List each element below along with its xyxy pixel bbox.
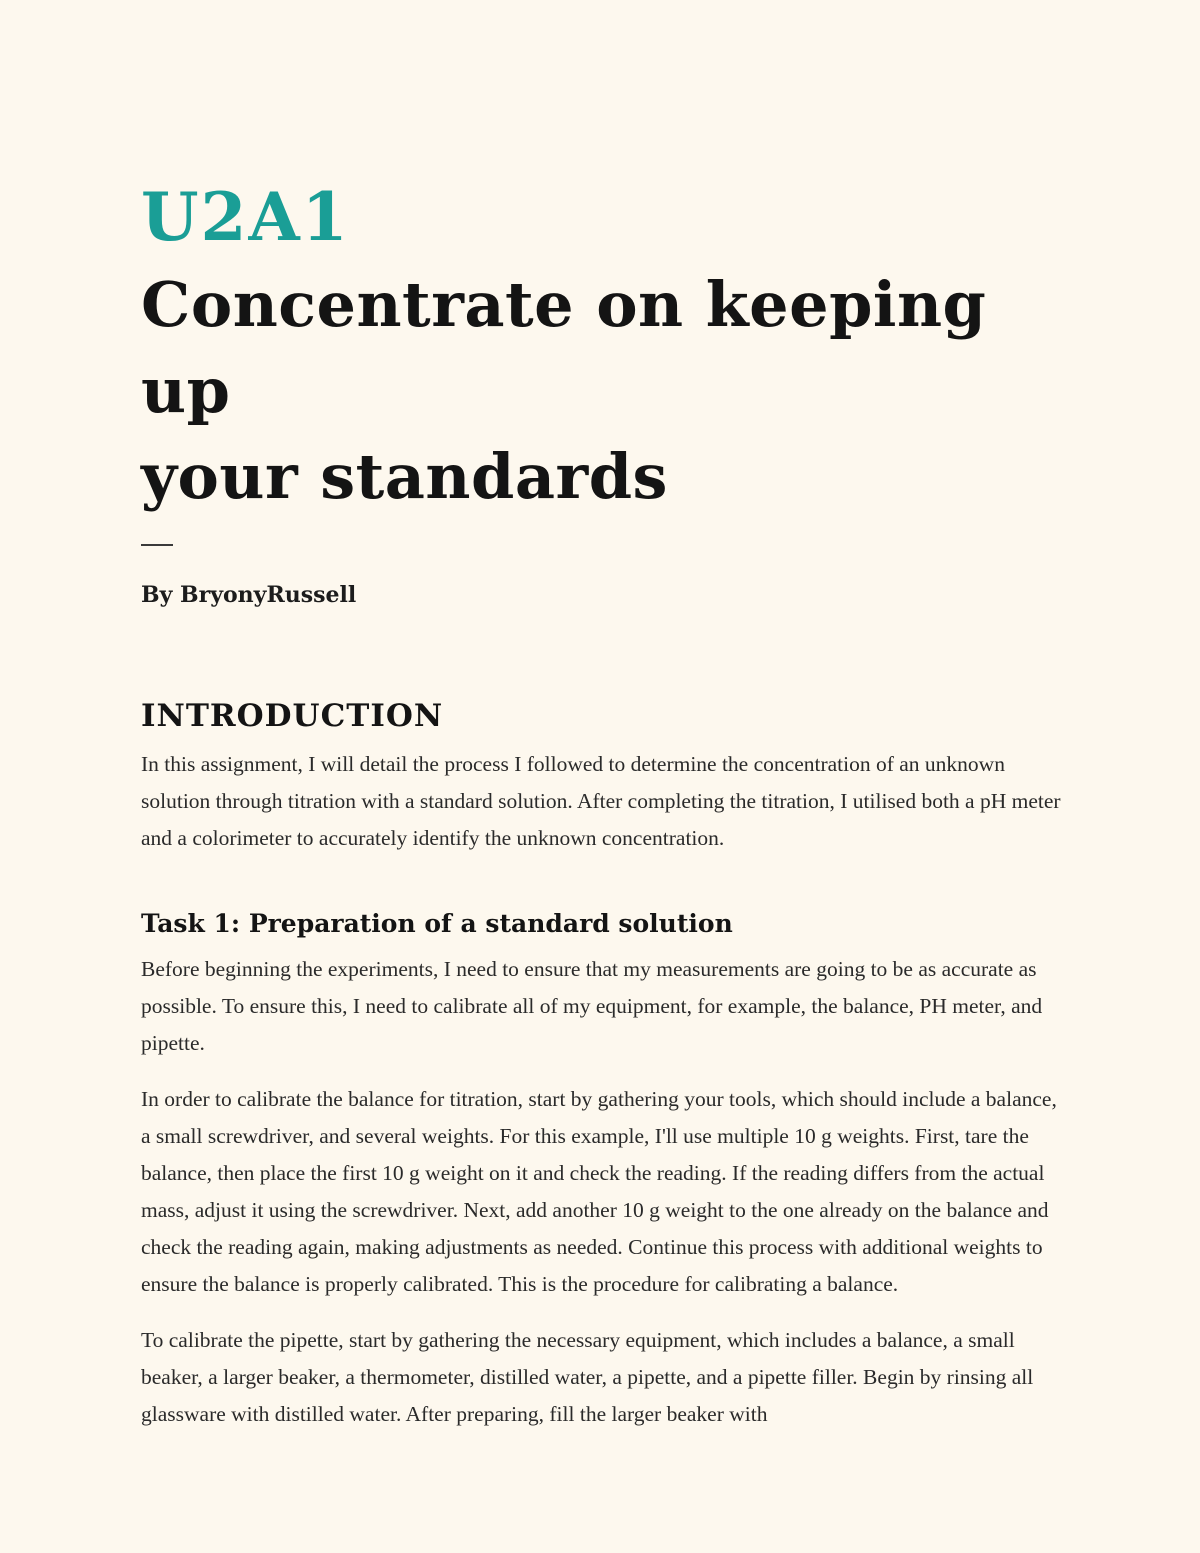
introduction-heading: INTRODUCTION [141,698,444,734]
task1-paragraph-3: To calibrate the pipette, start by gathering the necessary equipment, which includes a balance, a small beaker, a larger beaker, a thermometer, distilled water, a pipette, and a pipette filler. Begin by rinsing all glassware with distilled water. After preparing, fill the larger beaker with [141,1328,1034,1426]
title-line-2: your standards [141,440,668,513]
title-line-1: Concentrate on keeping up [141,268,987,427]
introduction-paragraph: In this assignment, I will detail the process I followed to determine the concentration of an unknown solution through titration with a standard solution. After completing the titration, I utilised both a pH meter and a colorimeter to accurately identify the unknown concentration. [141,752,1061,850]
title-divider [141,544,173,546]
task1-heading: Task 1: Preparation of a standard solution [141,909,733,938]
assignment-code: U2A1 [141,178,350,256]
document-page [141,178,1061,1433]
author-byline: By BryonyRussell [141,582,357,608]
task1-paragraph-2: In order to calibrate the balance for titration, start by gathering your tools, which should include a balance, a small screwdriver, and several weights. For this example, I'll use multiple 10 g weights. First, tare the balance, then place the first 10 g weight on it and check the reading. If the reading differs from the actual mass, adjust it using the screwdriver. Next, add another 10 g weight to the one already on the balance and check the reading again, making adjustments as needed. Continue this process with additional weights to ensure the balance is properly calibrated. This is the procedure for calibrating a balance. [141,1087,1057,1296]
task1-paragraph-1: Before beginning the experiments, I need to ensure that my measurements are going to be as accurate as possible. To ensure this, I need to calibrate all of my equipment, for example, the balance, PH meter, and pipette. [141,957,1043,1055]
document-title [141,262,1061,520]
